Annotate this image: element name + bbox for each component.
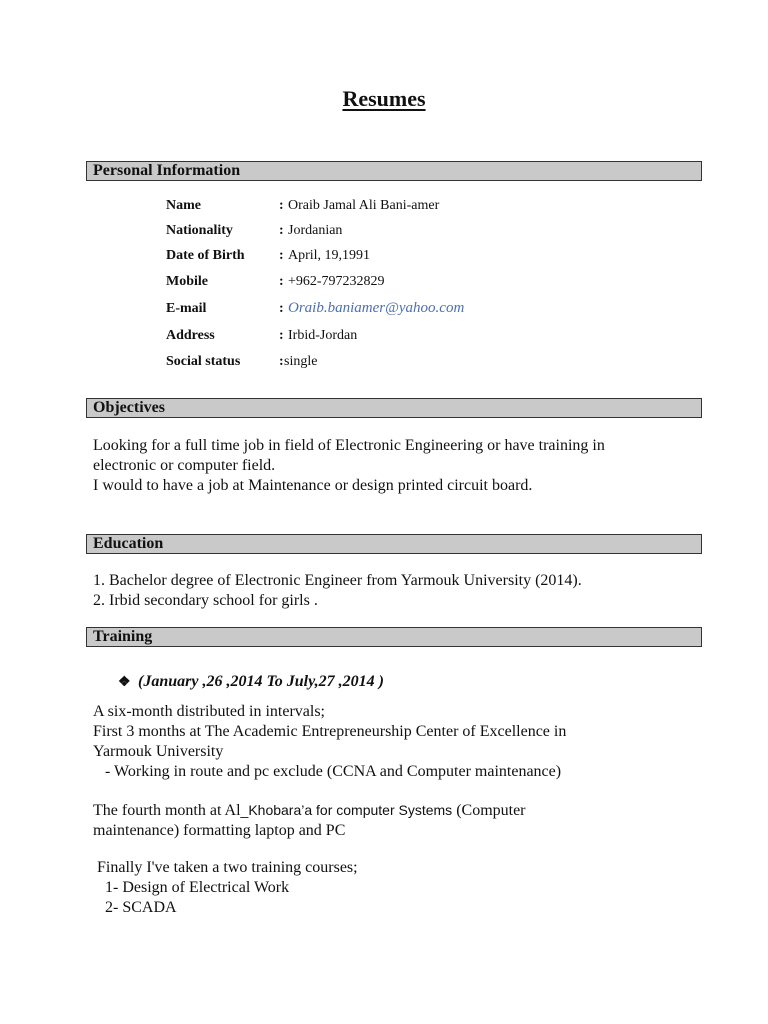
info-row-name <box>166 198 666 218</box>
info-separator: : <box>279 198 284 213</box>
info-separator: : <box>279 328 284 343</box>
training-date-range <box>118 673 384 691</box>
info-label: Mobile <box>166 274 208 289</box>
info-value: +962-797232829 <box>288 274 385 289</box>
info-row-mobile <box>166 274 666 294</box>
text-line: Looking for a full time job in field of Electronic Engineering or have training in <box>93 437 605 454</box>
info-value: Jordanian <box>288 223 343 238</box>
course-item: 1- Design of Electrical Work <box>93 879 290 896</box>
info-label: Name <box>166 198 201 213</box>
training-fourth-month <box>93 800 693 841</box>
email-link[interactable]: Oraib.baniamer@yahoo.com <box>288 300 465 316</box>
info-separator: : <box>279 274 284 289</box>
info-separator: : <box>279 223 284 238</box>
diamond-bullet-icon: ❖ <box>118 675 131 690</box>
section-header-objectives: Objectives <box>86 398 702 418</box>
training-description <box>93 702 693 782</box>
section-header-training: Training <box>86 627 702 647</box>
objectives-text <box>93 436 693 496</box>
fourth-month-suffix: (Computer <box>452 802 526 819</box>
education-item: 1. Bachelor degree of Electronic Engineer from Yarmouk University (2014). <box>93 572 582 589</box>
section-header-personal-information: Personal Information <box>86 161 702 181</box>
training-courses <box>93 858 693 918</box>
info-separator: : <box>279 301 284 316</box>
text-line <box>93 800 693 821</box>
document-title: Resumes <box>342 86 426 111</box>
education-item: 2. Irbid secondary school for girls . <box>93 592 318 609</box>
info-label: Social status <box>166 354 241 369</box>
info-label: E-mail <box>166 301 207 316</box>
info-value: single <box>284 354 318 369</box>
info-label: Date of Birth <box>166 248 245 263</box>
info-separator: : <box>279 248 284 263</box>
text-line: electronic or computer field. <box>93 457 276 474</box>
info-row-address <box>166 328 666 348</box>
info-row-date-of-birth <box>166 248 666 268</box>
text-line: - Working in route and pc exclude (CCNA and Computer maintenance) <box>93 763 562 780</box>
info-label: Address <box>166 328 215 343</box>
text-line: First 3 months at The Academic Entrepreneurship Center of Excellence in <box>93 723 567 740</box>
text-line: A six-month distributed in intervals; <box>93 703 325 720</box>
info-value: April, 19,1991 <box>288 248 371 263</box>
text-line: Finally I've taken a two training courses; <box>93 859 358 876</box>
info-label: Nationality <box>166 223 233 238</box>
info-row-nationality <box>166 223 666 243</box>
info-value: Oraib Jamal Ali Bani-amer <box>288 198 440 213</box>
text-line: Yarmouk University <box>93 743 224 760</box>
info-value: Irbid-Jordan <box>288 328 358 343</box>
company-name: _Khobara’a for computer Systems <box>240 802 453 818</box>
course-item: 2- SCADA <box>93 899 177 916</box>
info-row-email <box>166 301 666 321</box>
education-list <box>93 571 693 611</box>
text-line: maintenance) formatting laptop and PC <box>93 822 346 839</box>
section-header-education: Education <box>86 534 702 554</box>
text-line: I would to have a job at Maintenance or design printed circuit board. <box>93 477 533 494</box>
info-row-social-status <box>166 354 666 374</box>
date-range-text: (January ,26 ,2014 To July,27 ,2014 ) <box>138 673 384 690</box>
info-separator: : <box>279 354 284 369</box>
fourth-month-prefix: The fourth month at Al <box>93 802 241 819</box>
